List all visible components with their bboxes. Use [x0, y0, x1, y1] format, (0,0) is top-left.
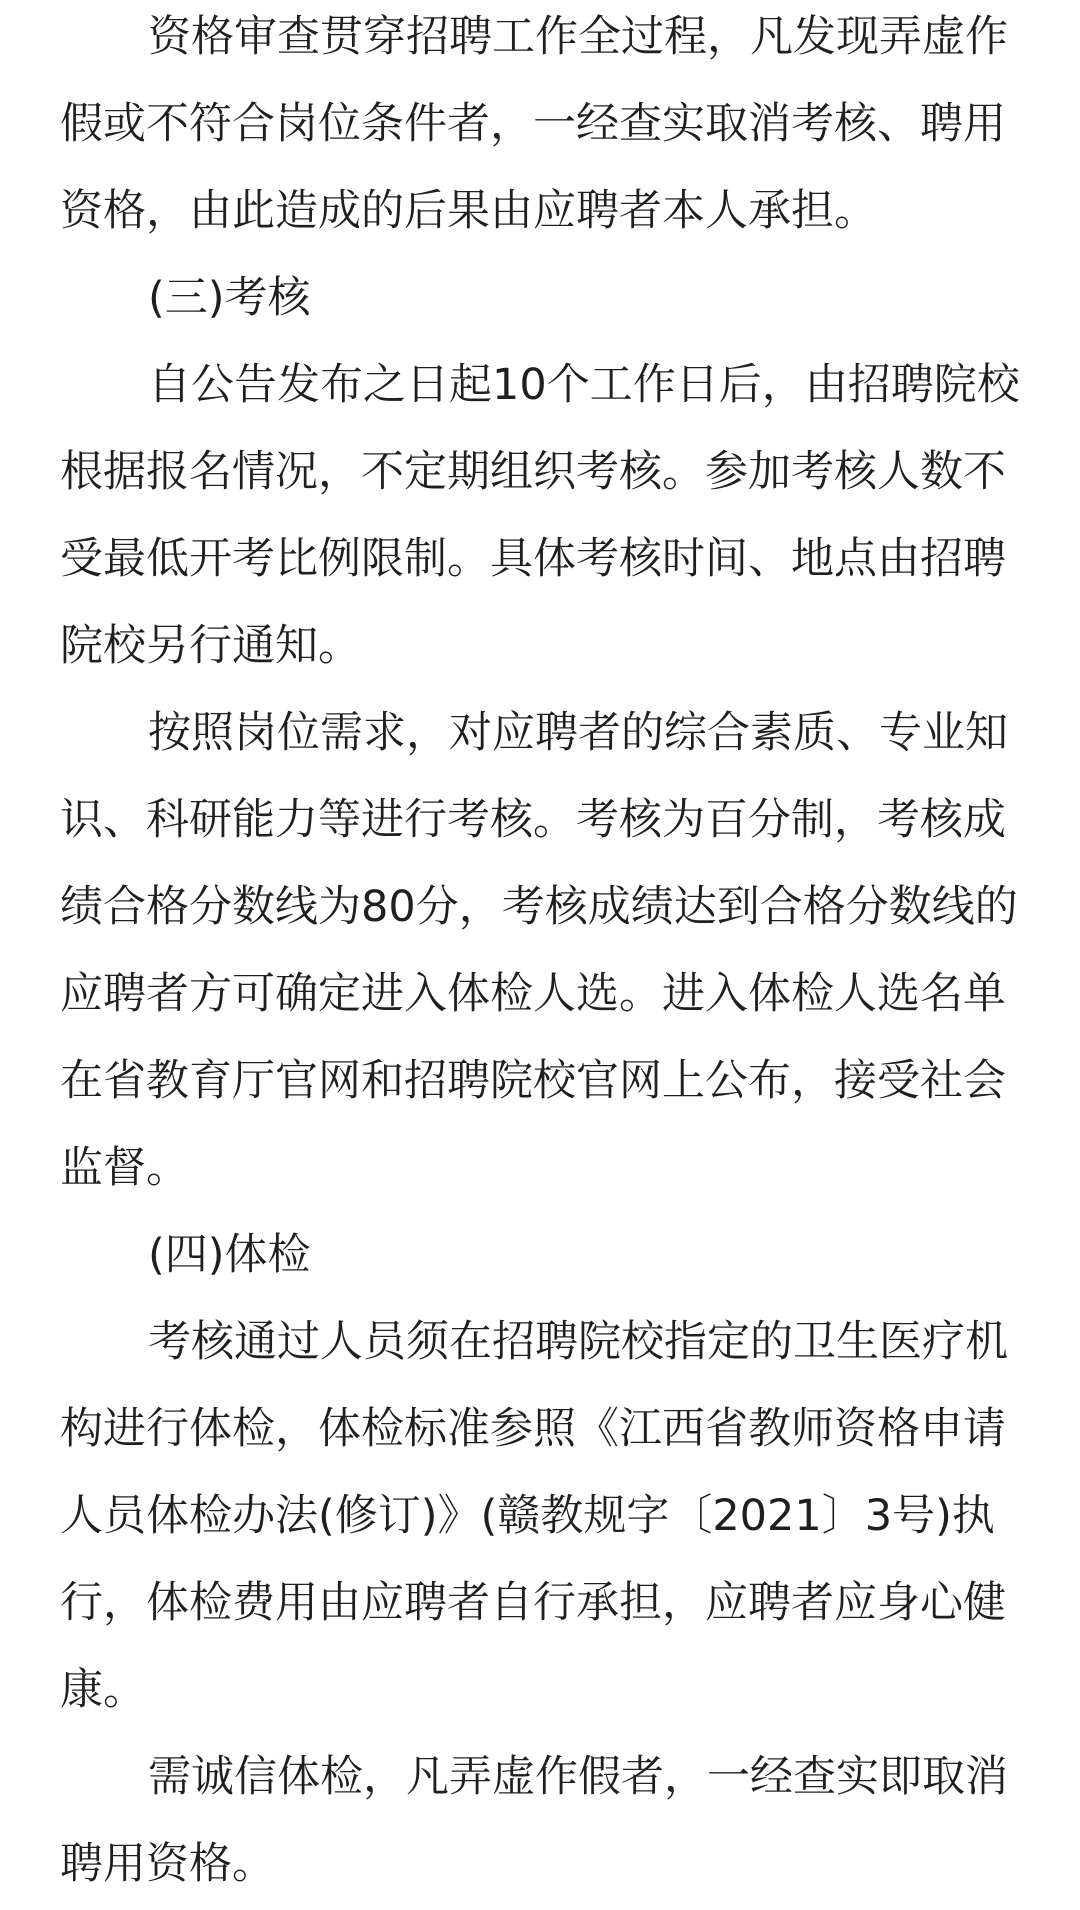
document-body — [60, 0, 1040, 1908]
section-heading-assessment: (三)考核 — [148, 273, 311, 323]
paragraph-physical-exam-integrity: 需诚信体检，凡弄虚作假者，一经查实即取消聘用资格。 — [60, 1752, 1008, 1889]
paragraph-assessment-content: 按照岗位需求，对应聘者的综合素质、专业知识、科研能力等进行考核。考核为百分制，考核成绩合格分数线为80分，考核成绩达到合格分数线的应聘者方可确定进入体检人选。进入体检人选名单在省教育厅官网和招聘院校官网上公布，接受社会监督。 — [60, 708, 1018, 1193]
paragraph-physical-exam-standard: 考核通过人员须在招聘院校指定的卫生医疗机构进行体检，体检标准参照《江西省教师资格申请人员体检办法(修订)》(赣教规字〔2021〕3号)执行，体检费用由应聘者自行承担，应聘者应身心健康。 — [60, 1317, 1008, 1715]
section-heading-physical-exam: (四)体检 — [148, 1230, 311, 1280]
paragraph-qualification-review: 资格审查贯穿招聘工作全过程，凡发现弄虚作假或不符合岗位条件者，一经查实取消考核、聘用资格，由此造成的后果由应聘者本人承担。 — [60, 12, 1008, 236]
paragraph-assessment-schedule: 自公告发布之日起10个工作日后，由招聘院校根据报名情况，不定期组织考核。参加考核人数不受最低开考比例限制。具体考核时间、地点由招聘院校另行通知。 — [60, 360, 1020, 671]
